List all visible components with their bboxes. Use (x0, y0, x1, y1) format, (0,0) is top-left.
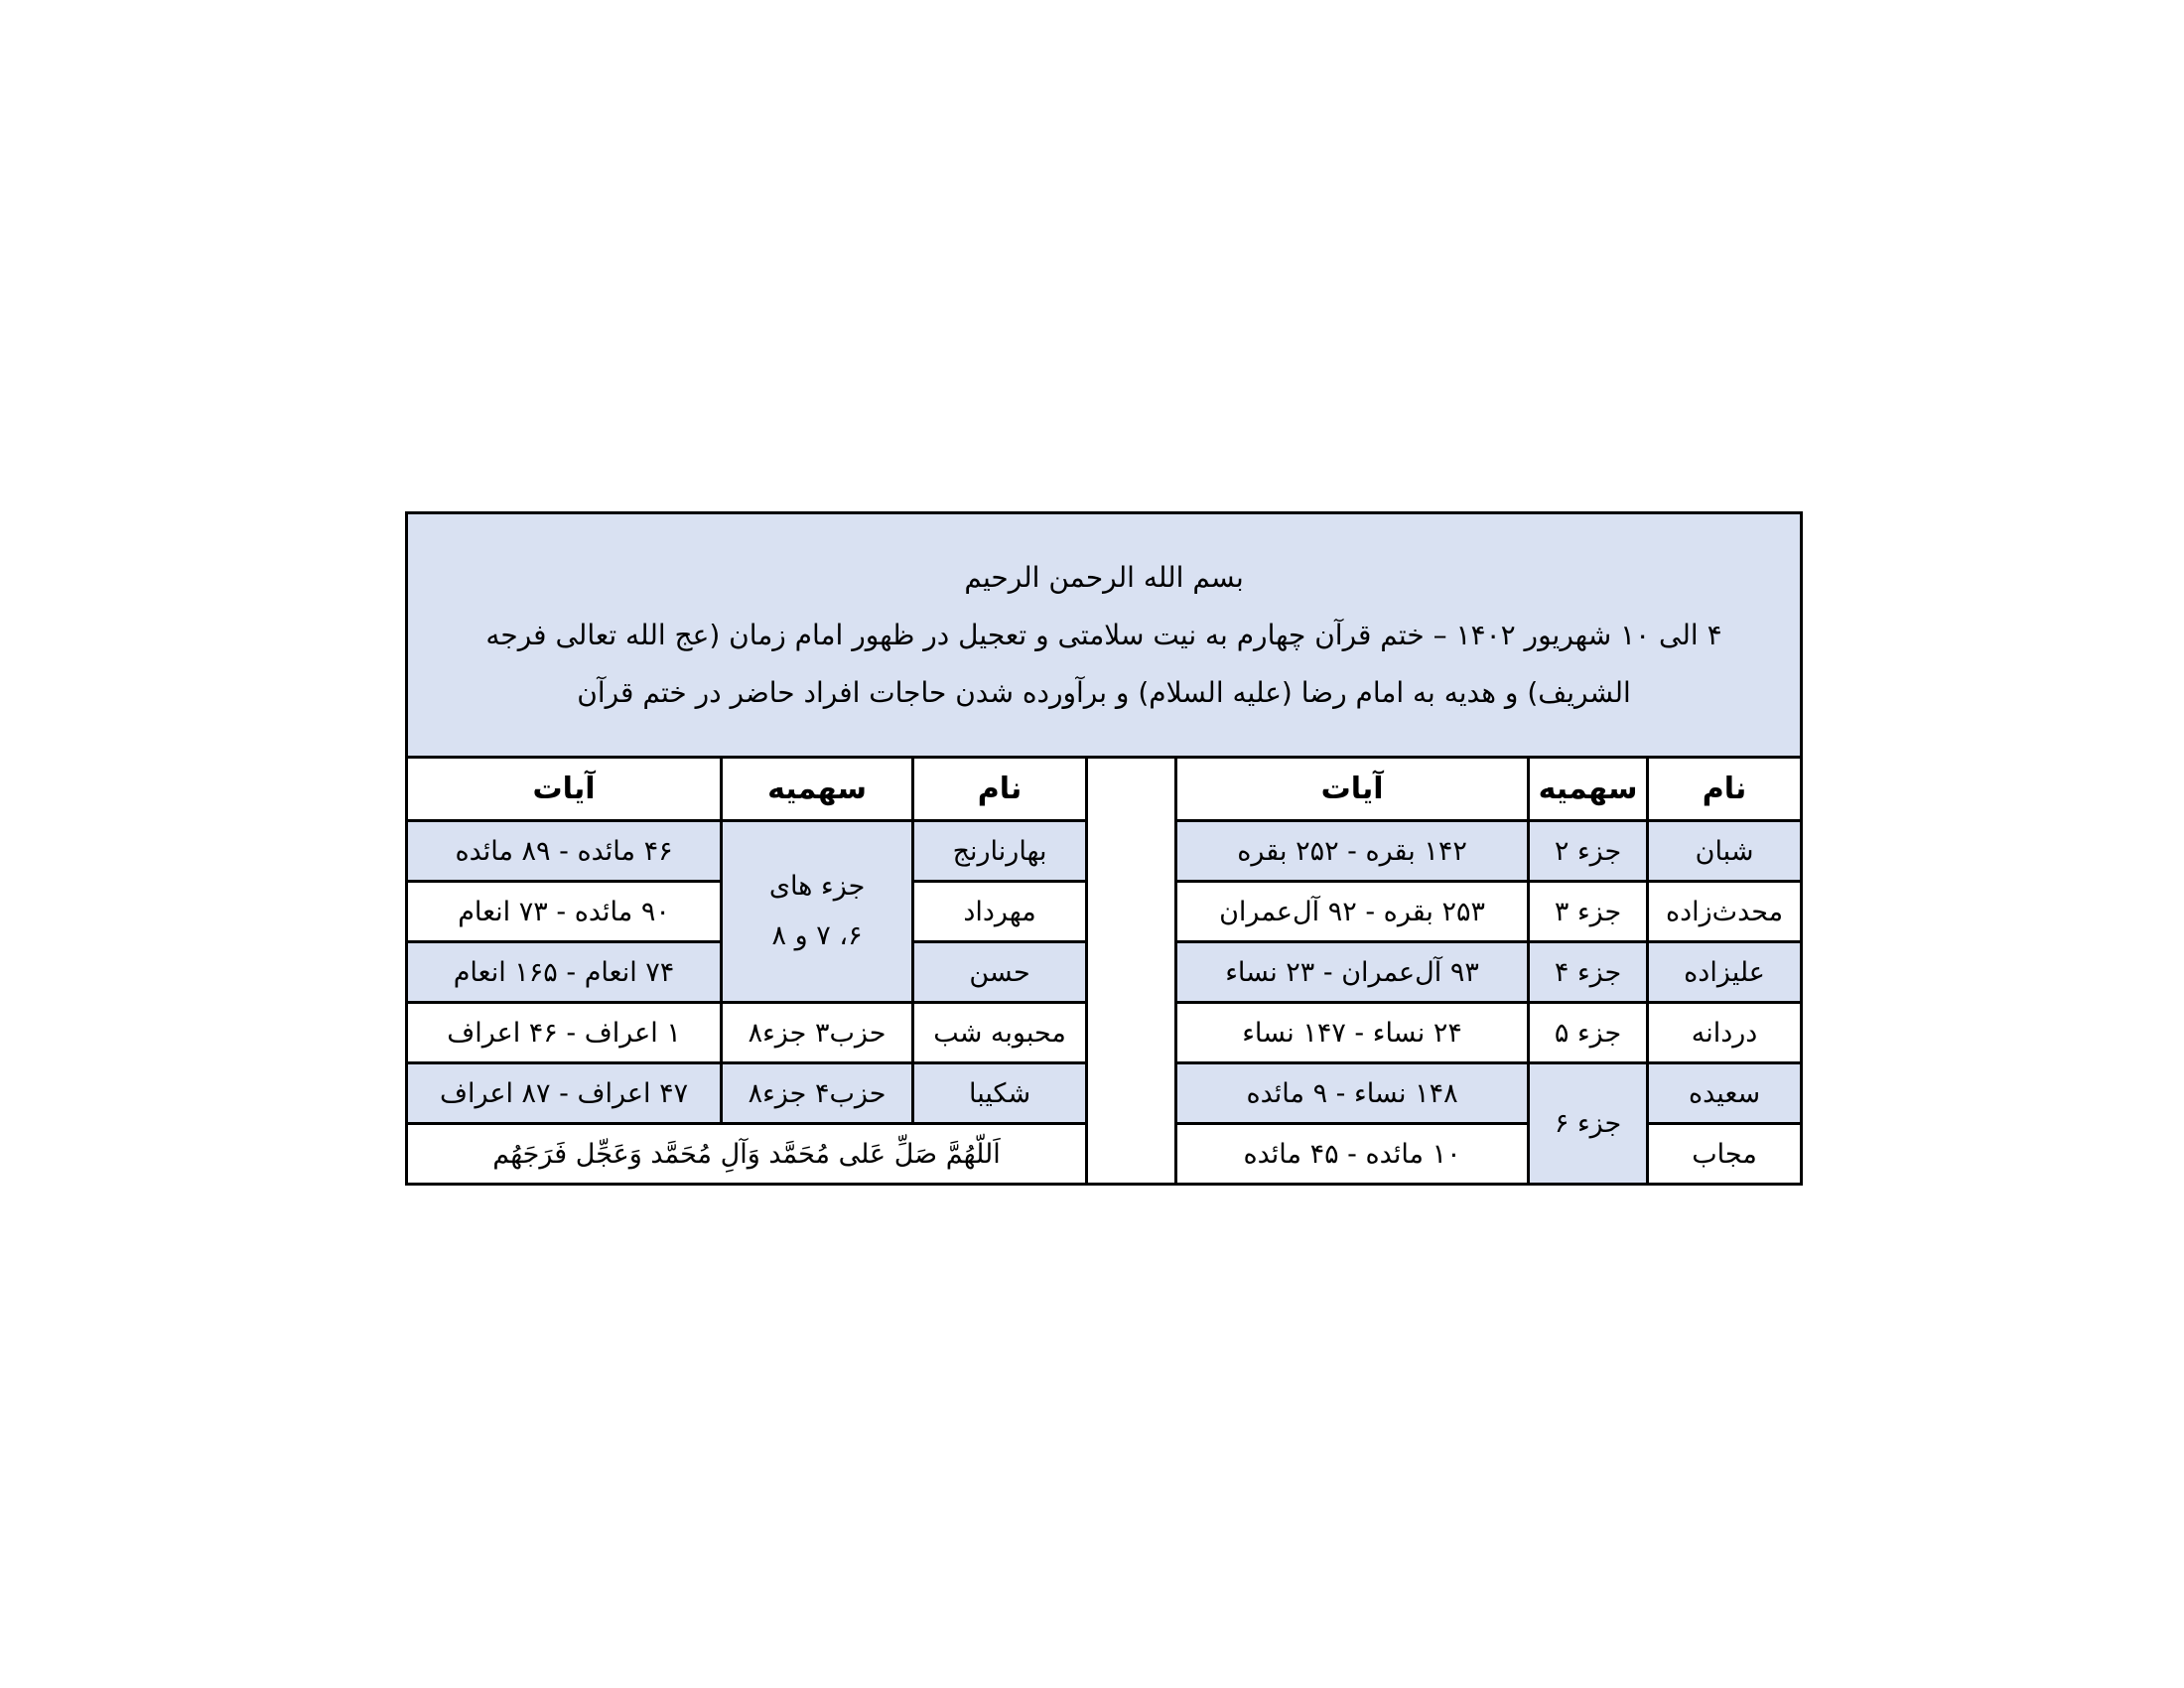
right-name: شبان (1648, 821, 1802, 882)
left-name: شکیبا (913, 1063, 1087, 1124)
right-verses: ۱۴۲ بقره - ۲۵۲ بقره (1176, 821, 1529, 882)
left-verses: ۴۷ اعراف - ۸۷ اعراف (407, 1063, 722, 1124)
left-merged-share (722, 821, 913, 1003)
gap-column (1087, 758, 1176, 1185)
right-name: محدث‌زاده (1648, 882, 1802, 942)
col-name-left: نام (913, 758, 1087, 821)
left-share: حزب۴ جزء۸ (722, 1063, 913, 1124)
header-row (407, 513, 1802, 758)
header-cell (407, 513, 1802, 758)
left-name: حسن (913, 942, 1087, 1003)
right-verses: ۱۴۸ نساء - ۹ مائده (1176, 1063, 1529, 1124)
col-verses-right: آیات (1176, 758, 1529, 821)
right-verses: ۲۵۳ بقره - ۹۲ آل‌عمران (1176, 882, 1529, 942)
right-name: دردانه (1648, 1003, 1802, 1063)
left-merged-share-line1: جزء های (768, 871, 866, 902)
column-header-row (407, 758, 1802, 821)
left-share: حزب۳ جزء۸ (722, 1003, 913, 1063)
bismillah-text: بسم الله الرحمن الرحیم (964, 560, 1244, 594)
right-name: علیزاده (1648, 942, 1802, 1003)
left-name: بهارنارنج (913, 821, 1087, 882)
footer-prayer: اَللّهُمَّ صَلِّ عَلی مُحَمَّد وَآلِ مُحَمَّد وَعَجِّل فَرَجَهُم (407, 1124, 1087, 1185)
quran-schedule-sheet (405, 511, 1800, 1186)
right-merged-share: جزء ۶ (1529, 1063, 1648, 1185)
left-verses: ۱ اعراف - ۴۶ اعراف (407, 1003, 722, 1063)
col-share-left: سهمیه (722, 758, 913, 821)
left-merged-share-line2: ۶، ۷ و ۸ (771, 920, 863, 951)
left-verses: ۴۶ مائده - ۸۹ مائده (407, 821, 722, 882)
left-name: محبوبه شب (913, 1003, 1087, 1063)
right-share: جزء ۴ (1529, 942, 1648, 1003)
right-name: سعیده (1648, 1063, 1802, 1124)
col-verses-left: آیات (407, 758, 722, 821)
left-verses: ۹۰ مائده - ۷۳ انعام (407, 882, 722, 942)
right-share: جزء ۳ (1529, 882, 1648, 942)
header-description: ۴ الی ۱۰ شهریور ۱۴۰۲ – ختم قرآن چهارم به نیت سلامتی و تعجیل در ظهور امام زمان (عج الله تعالی فرجه الشریف) و هدیه به امام رضا (علیه السلام) و برآورده شدن حاجات افراد حاضر در ختم قرآن (485, 618, 1722, 709)
right-verses: ۲۴ نساء - ۱۴۷ نساء (1176, 1003, 1529, 1063)
left-verses: ۷۴ انعام - ۱۶۵ انعام (407, 942, 722, 1003)
right-verses: ۹۳ آل‌عمران - ۲۳ نساء (1176, 942, 1529, 1003)
schedule-table (405, 511, 1803, 1186)
right-share: جزء ۵ (1529, 1003, 1648, 1063)
left-name: مهرداد (913, 882, 1087, 942)
right-verses: ۱۰ مائده - ۴۵ مائده (1176, 1124, 1529, 1185)
col-share-right: سهمیه (1529, 758, 1648, 821)
right-name: مجاب (1648, 1124, 1802, 1185)
col-name-right: نام (1648, 758, 1802, 821)
right-share: جزء ۲ (1529, 821, 1648, 882)
